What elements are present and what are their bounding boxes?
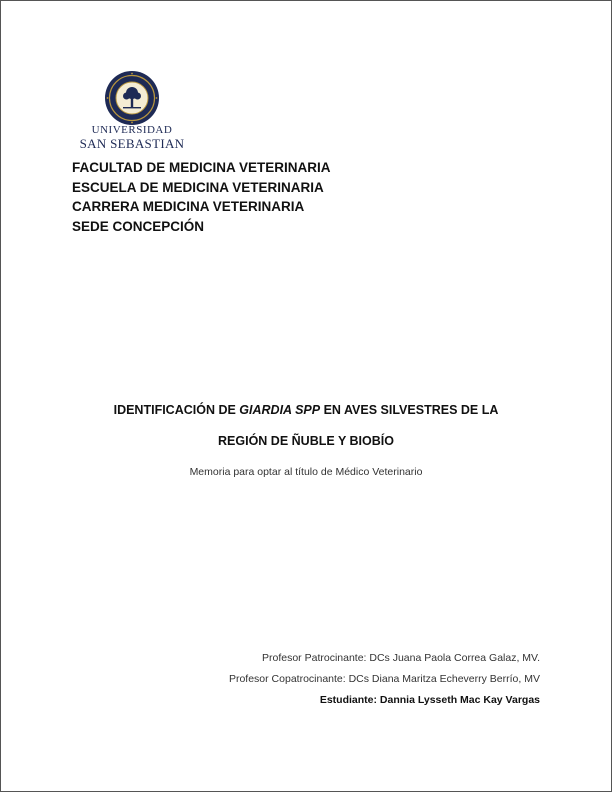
faculty-heading — [72, 158, 331, 236]
school-line: ESCUELA DE MEDICINA VETERINARIA — [72, 179, 324, 195]
credits-block — [229, 648, 540, 711]
thesis-title-part2: EN AVES SILVESTRES DE LA — [320, 403, 499, 417]
thesis-title-line2: REGIÓN DE ÑUBLE Y BIOBÍO — [218, 434, 394, 448]
university-name-line2: SAN SEBASTIAN — [79, 136, 185, 151]
student-line: Estudiante: Dannia Lysseth Mac Kay Vargas — [319, 694, 540, 706]
thesis-title-italic: GIARDIA SPP — [239, 403, 321, 417]
thesis-subtitle: Memoria para optar al título de Médico Veterinario — [189, 466, 423, 478]
cosponsor-line: Profesor Copatrocinante: DCs Diana Maritza Echeverry Berrío, MV — [228, 673, 540, 685]
university-name-line1: UNIVERSIDAD — [91, 124, 173, 136]
career-line: CARRERA MEDICINA VETERINARIA — [72, 199, 305, 214]
thesis-title-part1: IDENTIFICACIÓN DE — [113, 403, 240, 417]
university-logo — [72, 70, 192, 152]
campus-line: SEDE CONCEPCIÓN — [72, 218, 205, 234]
university-seal-icon — [104, 70, 160, 126]
sponsor-line: Profesor Patrocinante: DCs Juana Paola Correa Galaz, MV. — [262, 652, 540, 664]
thesis-title-line1 — [0, 403, 612, 417]
faculty-line: FACULTAD DE MEDICINA VETERINARIA — [72, 160, 331, 175]
